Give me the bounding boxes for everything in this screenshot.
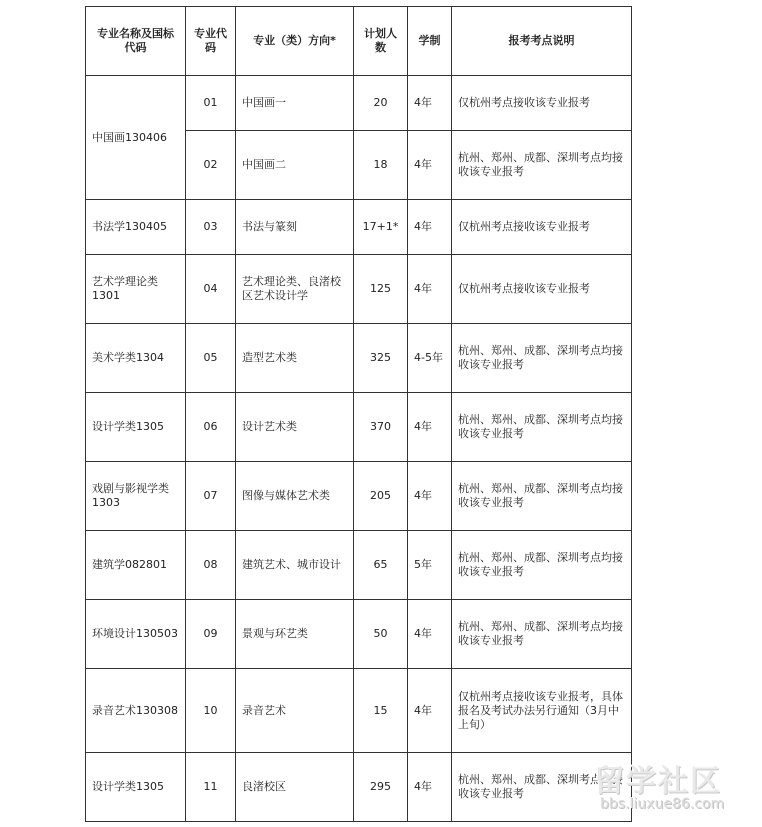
direction-cell: 中国画二 [236, 131, 354, 200]
plan-count-cell: 20 [354, 76, 408, 131]
plan-count-cell: 18 [354, 131, 408, 200]
header-major-name: 专业名称及国标代码 [86, 7, 186, 76]
plan-count-cell: 370 [354, 393, 408, 462]
table-row [86, 462, 632, 531]
table-row [86, 669, 632, 753]
plan-count-cell: 325 [354, 324, 408, 393]
exam-site-note-cell: 仅杭州考点接收该专业报考 [452, 255, 632, 324]
study-years-cell: 4年 [408, 200, 452, 255]
major-name-cell: 中国画130406 [86, 76, 186, 200]
major-name-cell: 艺术学理论类1301 [86, 255, 186, 324]
plan-count-cell: 50 [354, 600, 408, 669]
plan-count-cell: 17+1* [354, 200, 408, 255]
major-code-cell: 04 [186, 255, 236, 324]
major-code-cell: 08 [186, 531, 236, 600]
exam-site-note-cell: 杭州、郑州、成都、深圳考点均接收该专业报考 [452, 462, 632, 531]
exam-site-note-cell: 杭州、郑州、成都、深圳考点均接收该专业报考 [452, 753, 632, 822]
table-row [86, 200, 632, 255]
major-name-cell: 戏剧与影视学类1303 [86, 462, 186, 531]
table-row [86, 600, 632, 669]
table-row [86, 531, 632, 600]
study-years-cell: 4年 [408, 753, 452, 822]
study-years-cell: 4年 [408, 669, 452, 753]
plan-count-cell: 205 [354, 462, 408, 531]
direction-cell: 艺术理论类、良渚校区艺术设计学 [236, 255, 354, 324]
major-name-cell: 美术学类1304 [86, 324, 186, 393]
table-row [86, 76, 632, 131]
major-code-cell: 03 [186, 200, 236, 255]
exam-site-note-cell: 杭州、郑州、成都、深圳考点均接收该专业报考 [452, 531, 632, 600]
study-years-cell: 4-5年 [408, 324, 452, 393]
exam-site-note-cell: 杭州、郑州、成都、深圳考点均接收该专业报考 [452, 393, 632, 462]
major-code-cell: 11 [186, 753, 236, 822]
major-name-cell: 录音艺术130308 [86, 669, 186, 753]
study-years-cell: 4年 [408, 393, 452, 462]
direction-cell: 设计艺术类 [236, 393, 354, 462]
exam-site-note-cell: 杭州、郑州、成都、深圳考点均接收该专业报考 [452, 600, 632, 669]
direction-cell: 图像与媒体艺术类 [236, 462, 354, 531]
direction-cell: 造型艺术类 [236, 324, 354, 393]
watermark [586, 756, 756, 818]
exam-site-note-cell: 仅杭州考点接收该专业报考 [452, 76, 632, 131]
exam-site-note-cell: 杭州、郑州、成都、深圳考点均接收该专业报考 [452, 131, 632, 200]
exam-site-note-cell: 杭州、郑州、成都、深圳考点均接收该专业报考 [452, 324, 632, 393]
plan-count-cell: 295 [354, 753, 408, 822]
study-years-cell: 4年 [408, 131, 452, 200]
header-exam-site-note: 报考考点说明 [452, 7, 632, 76]
major-name-cell: 设计学类1305 [86, 753, 186, 822]
watermark-logo-text: 留学社区 [594, 764, 722, 799]
table-header-row [86, 7, 632, 76]
major-name-cell: 书法学130405 [86, 200, 186, 255]
table-row [86, 255, 632, 324]
major-code-cell: 07 [186, 462, 236, 531]
study-years-cell: 5年 [408, 531, 452, 600]
exam-site-note-cell: 仅杭州考点接收该专业报考，具体报名及考试办法另行通知（3月中上旬） [452, 669, 632, 753]
major-code-cell: 09 [186, 600, 236, 669]
major-code-cell: 02 [186, 131, 236, 200]
major-code-cell: 06 [186, 393, 236, 462]
direction-cell: 景观与环艺类 [236, 600, 354, 669]
direction-cell: 录音艺术 [236, 669, 354, 753]
table-row [86, 324, 632, 393]
direction-cell: 良渚校区 [236, 753, 354, 822]
watermark-url: bbs.liuxue86.com [600, 796, 725, 812]
direction-cell: 书法与篆刻 [236, 200, 354, 255]
plan-count-cell: 15 [354, 669, 408, 753]
major-name-cell: 设计学类1305 [86, 393, 186, 462]
major-code-cell: 10 [186, 669, 236, 753]
plan-count-cell: 125 [354, 255, 408, 324]
major-name-cell: 建筑学082801 [86, 531, 186, 600]
study-years-cell: 4年 [408, 76, 452, 131]
header-major-code: 专业代码 [186, 7, 236, 76]
direction-cell: 中国画一 [236, 76, 354, 131]
major-name-cell: 环境设计130503 [86, 600, 186, 669]
major-code-cell: 05 [186, 324, 236, 393]
major-code-cell: 01 [186, 76, 236, 131]
admissions-table [85, 6, 632, 822]
plan-count-cell: 65 [354, 531, 408, 600]
table-row [86, 393, 632, 462]
exam-site-note-cell: 仅杭州考点接收该专业报考 [452, 200, 632, 255]
header-direction: 专业（类）方向* [236, 7, 354, 76]
header-plan-count: 计划人数 [354, 7, 408, 76]
study-years-cell: 4年 [408, 255, 452, 324]
direction-cell: 建筑艺术、城市设计 [236, 531, 354, 600]
study-years-cell: 4年 [408, 462, 452, 531]
study-years-cell: 4年 [408, 600, 452, 669]
header-study-years: 学制 [408, 7, 452, 76]
table-row [86, 753, 632, 822]
